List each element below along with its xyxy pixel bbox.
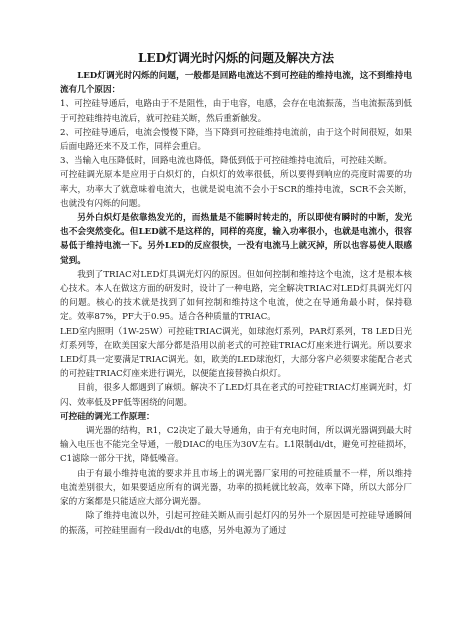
reason-item-1: 1、可控硅导通后，电路由于不是阻性，由于电容，电感，会存在电流振荡，当电流振荡到低于可控硅维持电流后，就可控硅关断，然后重新触发。 — [60, 99, 412, 124]
intro-paragraph: LED灯调光时闪烁的问题，一般都是回路电流达不到可控硅的维持电流，这不到维持电流有几个原因： — [60, 71, 412, 96]
series-paragraph: LED室内照明（1W-25W）可控硅TRIAC调光，如球泡灯系列，PAR灯系列，T8 LED日光灯系列等，在欧美国家大部分都是沿用以前老式的可控硅TRIAC灯座来进行调光。所以要求LED灯具一定要满足TRIAC调光。如，欧美的LED球泡灯，大部分客户必须要求能配合老式的可控硅TRIAC灯座来进行调光，以便能直接替换白炽灯。 — [60, 326, 412, 380]
triac-paragraph: 我到了TRIAC对LED灯具调光灯闪的原因。但如何控制和维持这个电流，这才是根本核心技术。本人在做这方面的研发时，设计了一种电路，完全解决TRIAC对LED灯具调光灯闪的问题。核心的技术就是找到了如何控制和维持这个电流，使之在导通角最小时，保持稳定。效率87%，PF大于0.95。适合各种质量的TRIAC。 — [60, 269, 412, 323]
document-title: LED灯调光时闪烁的问题及解决方法 — [138, 51, 334, 65]
market-paragraph: 由于有最小维持电流的要求并且市场上的调光器厂家用的可控硅质量不一样，所以维持电流差别很大，如果要适应所有的调光器，功率的损耗就比较高，效率下降，所以大部分厂家的方案都是只能适应大部分调光器。 — [60, 468, 412, 508]
reason-item-3: 3、当输入电压降低时，回路电流也降低，降低到低于可控硅维持电流后，可控硅关断。 — [60, 156, 393, 167]
reason-item-2: 2、可控硅导通后，电流会慢慢下降，当下降到可控硅维持电流前，由于这个时间很短，如果后面电路还来不及工作，同样会重启。 — [60, 127, 412, 153]
document-page — [60, 50, 412, 538]
bold-paragraph: 另外白炽灯是依靠热发光的，而热量是不能瞬时转走的，所以即使有瞬时的中断，发光也不会突然变化。但LED就不是这样的，同样的亮度，输入功率很小，也就是电流小，很容易低于维持电流一下。另外LED的反应很快，一没有电流马上就灭掉，所以也容易使人眼感觉到。 — [60, 213, 412, 266]
dimmer-paragraph: 可控硅调光原本是应用于白炽灯的，白炽灯的效率很低，所以要得到响应的亮度时需要的功率大，功率大了就意味着电流大，也就是说电流不会小于SCR的维持电流，SCR不会关断，也就没有闪烁的问题。 — [60, 170, 412, 209]
principle-heading: 可控硅的调光工作原理： — [60, 411, 155, 422]
last-paragraph: 除了维持电流以外，引起可控硅关断从而引起灯闪的另外一个原因是可控硅导通瞬间的振荡，可控硅里面有一段di/dt的电感，另外电源为了通过 — [60, 511, 412, 536]
trouble-paragraph: 目前，很多人都遇到了麻烦。解决不了LED灯具在老式的可控硅TRIAC灯座调光时，灯闪、效率低及PF低等困绕的问题。 — [60, 383, 412, 408]
principle-paragraph: 调光器的结构，R1，C2决定了最大导通角，由于有充电时间，所以调光器调到最大时输入电压也不能完全导通，一般DIAC的电压为30V左右。L1限制di/dt，避免可控硅损坏，C1滤除一部分干扰，降低噪音。 — [60, 426, 412, 465]
